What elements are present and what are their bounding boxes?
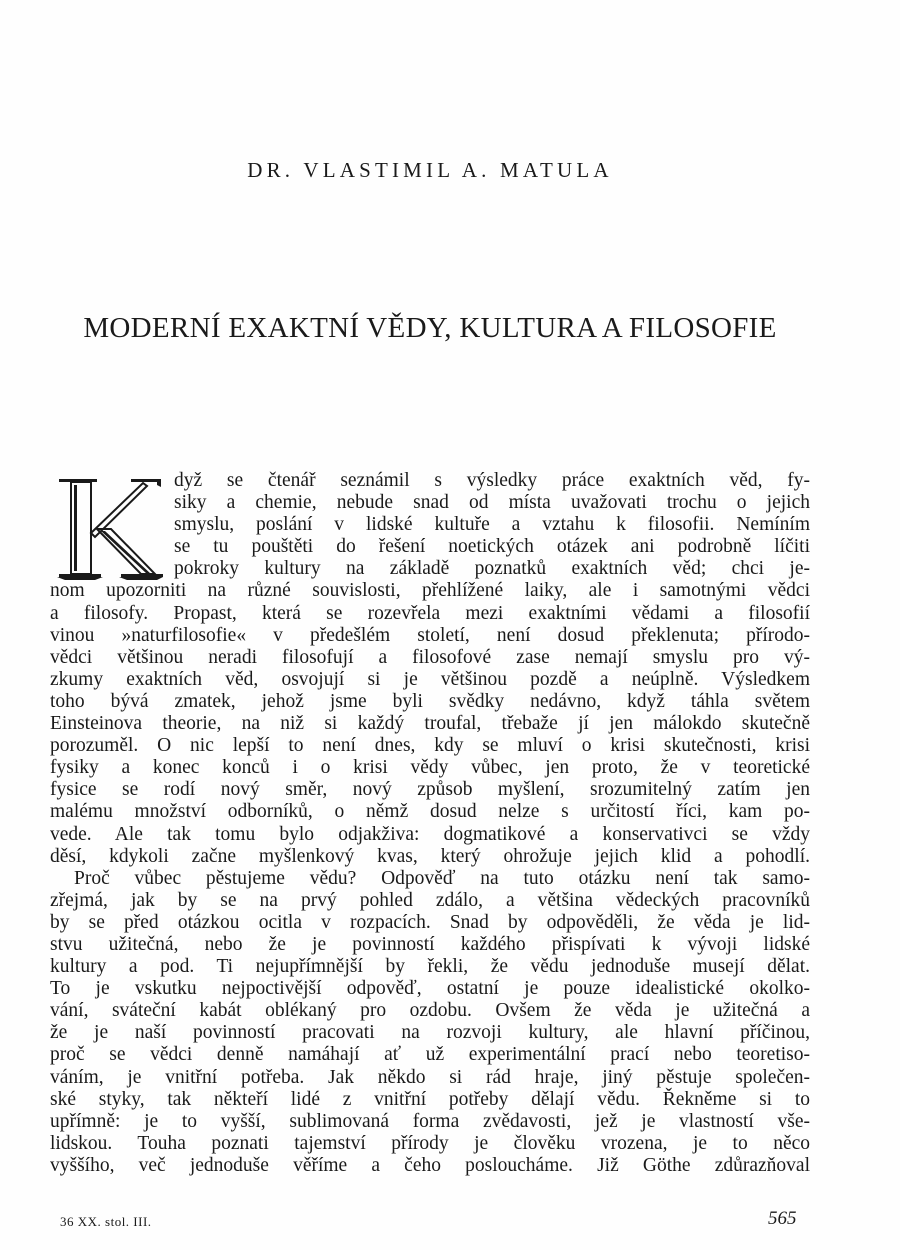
text-line: dyž se čtenář seznámil s výsledky práce exaktních věd, fy- [174,470,810,491]
article-body [50,470,810,1177]
text-line: vání, sváteční kabát oblékaný pro ozdobu. Ovšem že věda je užitečná a [50,1000,810,1022]
text-line: smyslu, poslání v lidské kultuře a vztahu k filosofii. Nemíním [174,514,810,536]
text-line: zkumy exaktních věd, osvojují si je většinou pozdě a neúplně. Výsledkem [50,668,810,690]
paragraph-2 [50,868,810,1177]
text-line: vědci většinou neradi filosofují a filosofové zase nemají smyslu pro vý- [50,646,810,668]
drop-cap-k [57,473,163,585]
author-name: DR. VLASTIMIL A. MATULA [247,158,613,182]
text-line: se tu pouštěti do řešení noetických otázek ani podrobně líčiti [174,536,810,558]
text-line: nom upozorniti na různé souvislosti, přehlížené laiky, ale i samotnými vědci [50,580,810,602]
text-line: váním, je vnitřní potřeba. Jak někdo si rád hraje, jiný pěstuje společen- [50,1066,810,1088]
text-line: zřejmá, jak by se na prvý pohled zdálo, a většina vědeckých pracovníků [50,889,810,911]
text-line: malému množství odborníků, o němž dosud nelze s určitostí říci, kam po- [50,801,810,823]
text-line: děsí, kdykoli začne myšlenkový kvas, který ohrožuje jejich klid a pohodlí. [50,845,810,867]
text-line: lidskou. Touha poznati tajemství přírody je člověku vrozena, je to něco [50,1132,810,1154]
text-line: proč se vědci denně namáhají ať už experimentální prací nebo teoretiso- [50,1044,810,1066]
text-line: ské styky, tak někteří lidé z vnitřní potřeby dělají vědu. Řekněme si to [50,1088,810,1110]
printer-signature: 36 XX. stol. III. [60,1214,152,1229]
text-line: Einsteinova theorie, na niž si každý troufal, třebaže jí jen málokdo skutečně [50,713,810,735]
text-line: stvu užitečná, nebo že je povinností každého přispívati k vývoji lidské [50,933,810,955]
text-line: siky a chemie, nebude snad od místa uvažovati trochu o jejich [174,492,810,514]
text-line: vinou »naturfilosofie« v předešlém století, není dosud překlenuta; přírodo- [50,624,810,646]
text-line: pokroky kultury na základě poznatků exaktních věd; chci je- [174,558,810,580]
text-line: fysice se rodí nový směr, nový způsob myšlení, srozumitelný zatím jen [50,779,810,801]
text-line: To je vskutku nejpoctivější odpověď, ostatní je pouze idealistické okolko- [50,978,810,1000]
article-title: MODERNÍ EXAKTNÍ VĚDY, KULTURA A FILOSOFIE [83,312,777,344]
text-line: a filosofy. Propast, která se rozevřela mezi exaktními vědami a filosofií [50,602,810,624]
paragraph-1 [50,470,810,868]
text-line: vyššího, več jednoduše věříme a čeho posloucháme. Již Göthe zdůrazňoval [50,1154,810,1176]
text-line: že je naší povinností pracovati na rozvoji kultury, ale hlavní příčinou, [50,1022,810,1044]
text-line: toho bývá zmatek, jehož jsme byli svědky nedávno, když táhla světem [50,690,810,712]
text-line: Proč vůbec pěstujeme vědu? Odpověď na tuto otázku není tak samo- [74,867,810,889]
page-number: 565 [768,1208,797,1229]
text-line: by se před otázkou ocitla v rozpacích. Snad by odpověděli, že věda je lid- [50,911,810,933]
text-line: vede. Ale tak tomu bylo odjakživa: dogmatikové a konservativci se vždy [50,823,810,845]
text-line: fysiky a konec konců i o krisi vědy vůbec, jen proto, že v teoretické [50,757,810,779]
text-line: upřímně: je to vyšší, sublimovaná forma zvědavosti, jež je vlastností vše- [50,1110,810,1132]
text-line: kultury a pod. Ti nejupřímnější by řekli, že vědu jednoduše musejí dělat. [50,956,810,978]
text-line: porozuměl. O nic lepší to není dnes, kdy se mluví o krisi skutečnosti, krisi [50,735,810,757]
